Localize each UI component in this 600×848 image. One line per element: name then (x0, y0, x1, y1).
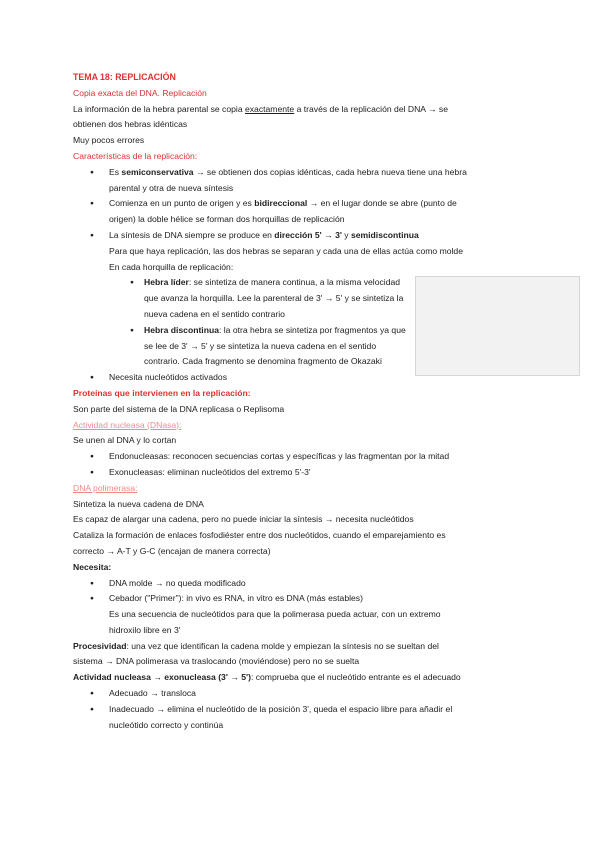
paragraph: Sintetiza la nueva cadena de DNA (73, 498, 204, 509)
list-item: ● Inadecuado → elimina el nucleótido de la posición 3', queda el espacio libre para añadir el nucleótido correcto y continúa (73, 702, 528, 734)
nucleasa-list (73, 449, 528, 481)
list-item: ● Exonucleasas: eliminan nucleótidos del extremo 5'-3' (73, 465, 528, 481)
section-heading-caracteristicas: Características de la replicación: (73, 150, 198, 161)
list-item: ● Hebra líder: se sintetiza de manera continua, a la misma velocidad que avanza la horquilla. Lee la parenteral de 3' → 5' y se sintetiza la nueva cadena en el sentido contrario (144, 275, 412, 322)
necesita-heading: Necesita: (73, 561, 112, 572)
paragraph-cont: sistema → DNA polimerasa va traslocando (moviéndose) pero no se suelta (73, 656, 360, 667)
list-item: ● DNA molde → no queda modificado (73, 576, 528, 592)
list-item: ● Comienza en un punto de origen y es bidireccional → en el lugar donde se abre (punto de origen) la doble hélice se forman dos horquillas de replicación (73, 196, 528, 228)
subsection-heading-polimerasa: DNA polimerasa: (73, 482, 138, 493)
procesividad-paragraph: Procesividad: una vez que identifican la cadena molde y empiezan la síntesis no se sueltan del (73, 640, 439, 651)
paragraph: La información de la hebra parental se copia exactamente a través de la replicación del DNA → se (73, 103, 449, 114)
paragraph-cont: obtienen dos hebras idénticas (73, 119, 188, 130)
characteristics-list (73, 165, 528, 276)
list-item: ● Cebador ("Primer"): in vivo es RNA, in vitro es DNA (más estables) Es una secuencia de nucleótidos para que la polimerasa pueda actuar, con un extremo hidroxilo libre en 3' (73, 591, 528, 638)
paragraph: Son parte del sistema de la DNA replicasa o Replisoma (73, 403, 285, 414)
list-item: ● Necesita nucleótidos activados (73, 370, 528, 386)
subsection-heading-nucleasa: Actividad nucleasa (DNasa): (73, 419, 182, 430)
document-title: TEMA 18: REPLICACIÓN (73, 72, 176, 82)
list-item: ● Adecuado → transloca (73, 686, 528, 702)
section-heading-copia: Copia exacta del DNA. Replicación (73, 87, 207, 98)
section-heading-proteinas: Proteínas que intervienen en la replicación: (73, 387, 251, 398)
paragraph: Muy pocos errores (73, 135, 145, 146)
actividad-paragraph: Actividad nucleasa → exonucleasa (3' → 5'): comprueba que el nucleótido entrante es el adecuado (73, 672, 461, 683)
actividad-list (73, 686, 528, 733)
list-item: ● La síntesis de DNA siempre se produce en dirección 5' → 3' y semidiscontinua Para que haya replicación, las dos hebras se separan y cada una de ellas actúa como molde En cada horquilla de replicación: (73, 228, 528, 275)
paragraph-cont: correcto → A-T y G-C (encajan de manera correcta) (73, 545, 271, 556)
document-body (73, 70, 528, 733)
list-item: ● Endonucleasas: reconocen secuencias cortas y específicas y las fragmentan por la mitad (73, 449, 528, 465)
characteristics-list-end (73, 370, 528, 386)
paragraph: Se unen al DNA y lo cortan (73, 435, 177, 446)
paragraph: Es capaz de alargar una cadena, pero no puede iniciar la síntesis → necesita nucleótidos (73, 514, 414, 525)
list-item: ● Hebra discontinua: la otra hebra se sintetiza por fragmentos ya que se lee de 3' → 5' y se sintetiza la nueva cadena en el sentido contrario. Cada fragmento se denomina fragmento de Okazaki (144, 323, 412, 370)
necesita-list (73, 576, 528, 639)
list-item: ● Es semiconservativa → se obtienen dos copias idénticas, cada hebra nueva tiene una hebra parental y otra de nueva síntesis (73, 165, 528, 197)
horquilla-sublist (144, 275, 412, 370)
paragraph: Cataliza la formación de enlaces fosfodiéster entre dos nucleótidos, cuando el emparejamiento es (73, 530, 446, 541)
